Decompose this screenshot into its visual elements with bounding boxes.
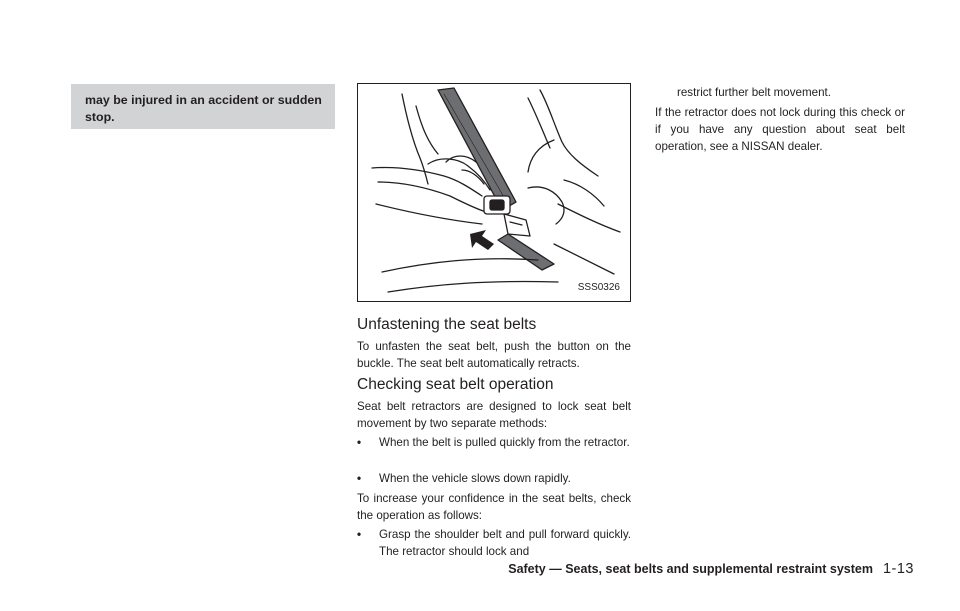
push-arrow-icon xyxy=(470,230,494,250)
unfasten-body: To unfasten the seat belt, push the button on the buckle. The seat belt automatically retracts. xyxy=(357,340,631,370)
bullet-dot-icon: • xyxy=(357,528,362,541)
heading-checking: Checking seat belt operation xyxy=(357,376,554,393)
step-text: Grasp the shoulder belt and pull forward quickly. The retractor should lock and xyxy=(379,528,631,558)
dealer-text: If the retractor does not lock during this check or if you have any question about seat belt operation, see a NISSAN dealer. xyxy=(655,106,905,153)
step-continuation: restrict further belt movement. xyxy=(677,86,831,99)
bullet-dot-icon: • xyxy=(357,436,362,449)
step-item xyxy=(357,526,631,560)
page-footer xyxy=(508,561,914,577)
warning-box xyxy=(71,84,335,129)
bullet-text: When the vehicle slows down rapidly. xyxy=(379,472,571,485)
confidence-text: To increase your confidence in the seat belts, check the operation as follows: xyxy=(357,492,631,522)
footer-section-title: Safety — Seats, seat belts and supplemental restraint system xyxy=(508,562,873,576)
bullet-dot-icon: • xyxy=(357,472,362,485)
check-intro: Seat belt retractors are designed to lock seat belt movement by two separate methods: xyxy=(357,400,631,430)
bullet-text: When the belt is pulled quickly from the retractor. xyxy=(379,436,630,449)
warning-text: may be injured in an accident or sudden stop. xyxy=(85,93,322,124)
page-number: 1-13 xyxy=(882,561,914,577)
bullet-item xyxy=(357,434,631,468)
heading-unfastening: Unfastening the seat belts xyxy=(357,316,537,333)
buckle-release-drawing xyxy=(358,84,630,301)
seat-belt-illustration xyxy=(357,83,631,302)
figure-code: SSS0326 xyxy=(577,282,620,293)
bullet-item xyxy=(357,470,631,487)
